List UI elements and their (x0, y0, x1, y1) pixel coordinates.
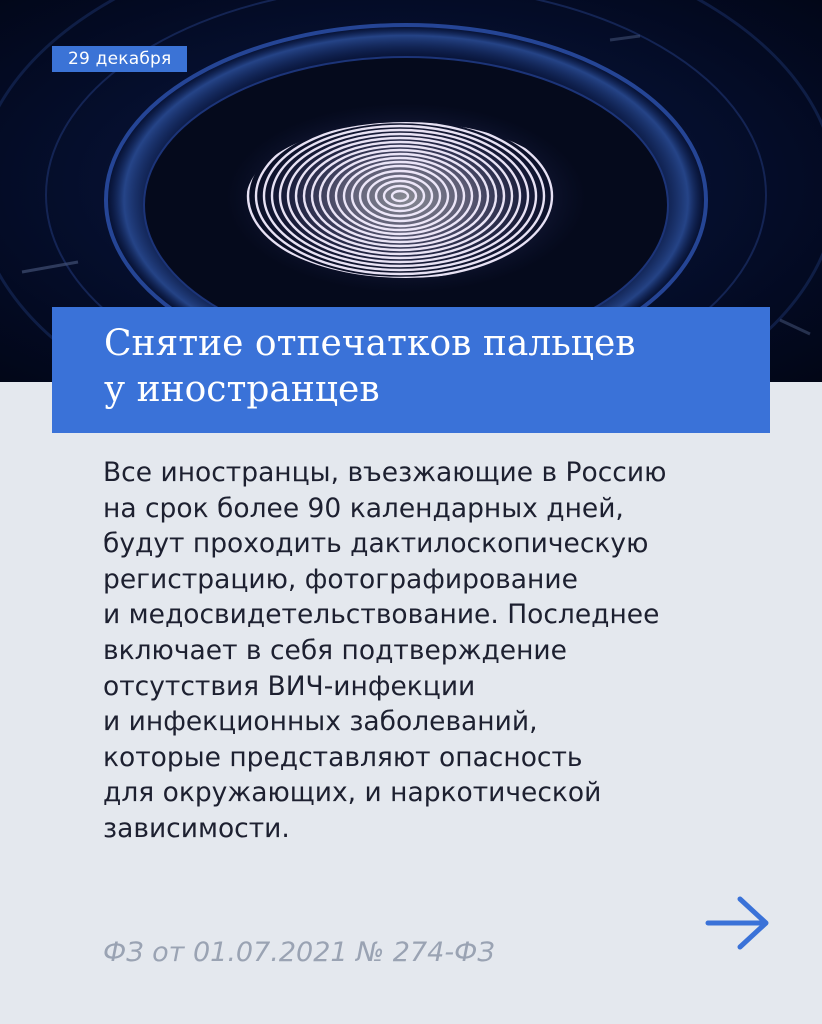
article-body: Все иностранцы, въезжающие в Россию на срок более 90 календарных дней, будут проходить дактилоскопическую регистрацию, фотографирование и медосвидетельствование. Последнее включает в себя подтверждение отсутствия ВИЧ-инфекции и инфекционных заболеваний, которые представляют опасность для окружающих, и наркотической зависимости. (103, 457, 667, 844)
page-title: Снятие отпечатков пальцев у иностранцев (104, 323, 636, 410)
next-button[interactable] (702, 893, 774, 953)
arrow-right-icon (702, 893, 774, 953)
source-reference: ФЗ от 01.07.2021 № 274-ФЗ (103, 937, 495, 968)
title-banner (52, 307, 770, 433)
date-badge: 29 декабря (52, 46, 187, 72)
